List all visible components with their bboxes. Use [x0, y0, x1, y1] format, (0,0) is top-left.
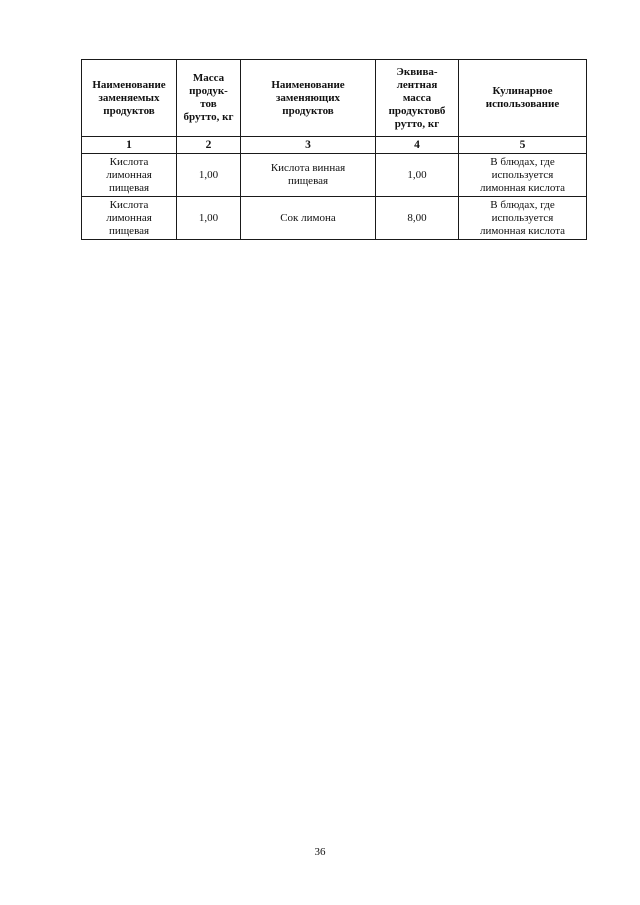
usage-cell: В блюдах, где используется лимонная кислота	[459, 154, 587, 197]
equivalent-mass-cell: 8,00	[376, 197, 459, 240]
header-equivalent-mass: Эквива- лентная масса продуктовб рутто, кг	[376, 60, 459, 137]
header-gross-mass: Масса продук- тов брутто, кг	[177, 60, 241, 137]
column-number: 1	[82, 137, 177, 154]
table-row	[82, 154, 587, 197]
column-number: 5	[459, 137, 587, 154]
table-row	[82, 197, 587, 240]
header-replacement-products: Наименование заменяющих продуктов	[241, 60, 376, 137]
mass-cell: 1,00	[177, 154, 241, 197]
replacement-product-cell: Кислота винная пищевая	[241, 154, 376, 197]
header-replaced-products: Наименование заменяемых продуктов	[82, 60, 177, 137]
column-number: 3	[241, 137, 376, 154]
mass-cell: 1,00	[177, 197, 241, 240]
usage-cell: В блюдах, где используется лимонная кислота	[459, 197, 587, 240]
substitution-table	[81, 59, 587, 240]
replacement-product-cell: Сок лимона	[241, 197, 376, 240]
replaced-product-cell: Кислота лимонная пищевая	[82, 197, 177, 240]
column-number-row	[82, 137, 587, 154]
column-number: 2	[177, 137, 241, 154]
column-number: 4	[376, 137, 459, 154]
header-culinary-use: Кулинарное использование	[459, 60, 587, 137]
table-header-row	[82, 60, 587, 137]
page-number: 36	[314, 846, 326, 858]
equivalent-mass-cell: 1,00	[376, 154, 459, 197]
replaced-product-cell: Кислота лимонная пищевая	[82, 154, 177, 197]
